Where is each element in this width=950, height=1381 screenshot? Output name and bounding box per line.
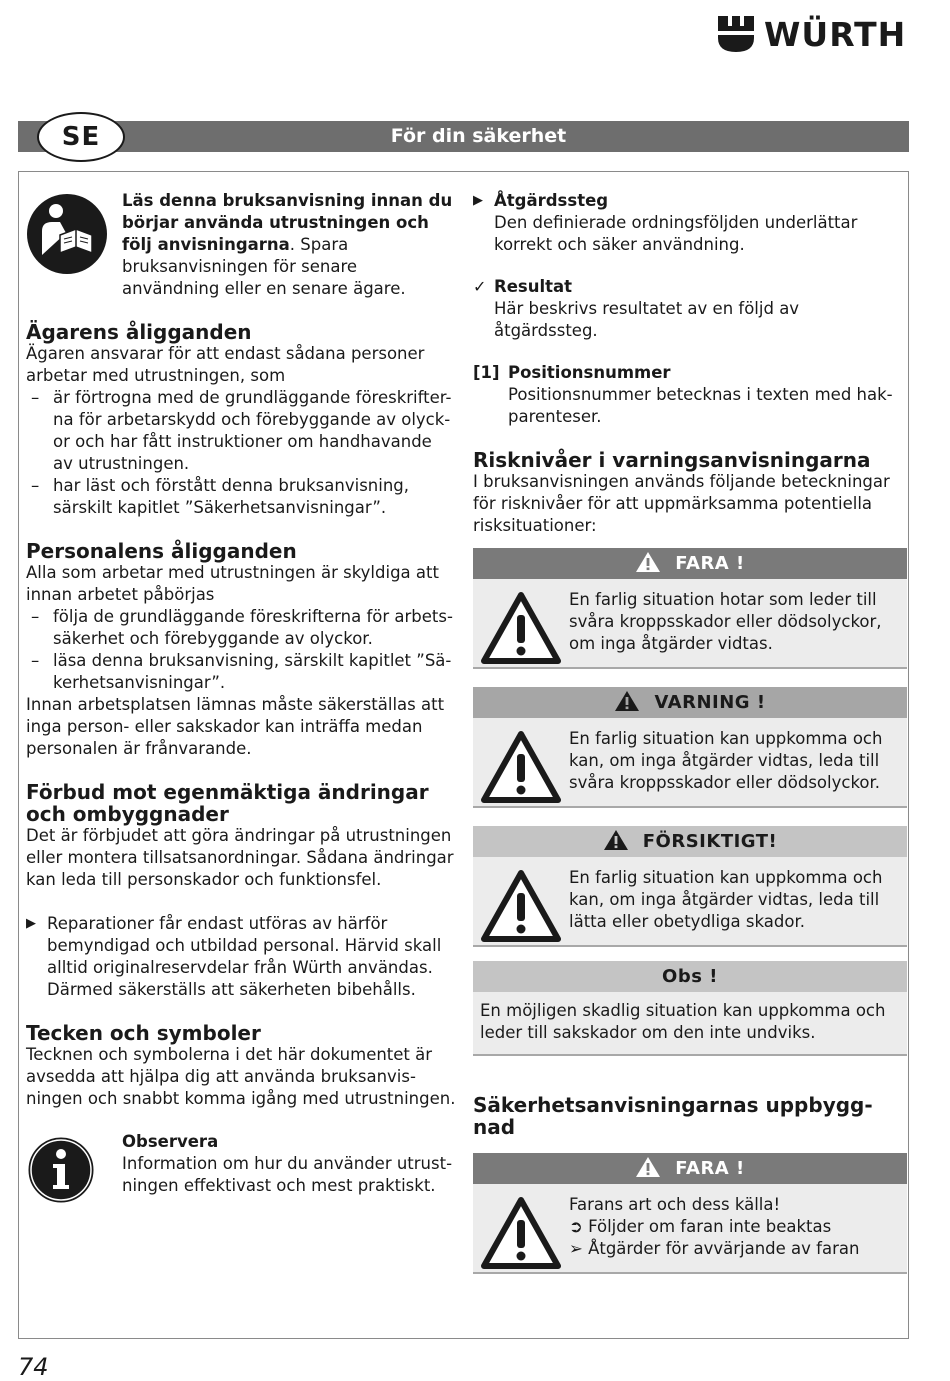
- list-item: – läsa denna bruksanvisning, särskilt kapitlet ”Sä-kerhetsanvisningar”.: [26, 650, 456, 694]
- caution-box: [473, 826, 907, 947]
- ban-heading: Förbud mot egenmäktiga ändringar och ombyggnader: [26, 780, 429, 826]
- info-icon: [26, 1135, 96, 1205]
- ban-section: [26, 781, 456, 1001]
- hazard-consequence: ➲ Följder om faran inte beaktas: [569, 1217, 832, 1236]
- danger-text: En farlig situation hotar som leder till svåra kroppsskador eller dödsolyckor, om inga åtgärder vidtas.: [569, 590, 882, 653]
- action-arrow-icon: ▶: [26, 916, 36, 931]
- result-title: Resultat: [494, 277, 573, 296]
- caution-body: [473, 857, 907, 945]
- hazard-source: Farans art och dess källa!: [569, 1195, 781, 1214]
- consequence-arrow-icon: ➲: [569, 1217, 589, 1236]
- note-title: Observera: [122, 1132, 219, 1151]
- danger-box: [473, 548, 907, 669]
- intro-block: [26, 190, 456, 300]
- notice-body: [473, 992, 907, 1054]
- page-number: 74: [18, 1353, 49, 1381]
- warning-triangle-icon: [635, 551, 661, 573]
- language-badge: SE: [37, 112, 125, 162]
- measures-arrow-icon: ➢: [569, 1239, 589, 1258]
- section-header: [18, 121, 909, 152]
- warning-triangle-icon: [480, 1196, 562, 1270]
- right-column: [473, 190, 907, 1274]
- warning-triangle-icon: [603, 829, 629, 851]
- signs-text: Tecknen och symbolerna i det här dokumentet är avsedda att hjälpa dig att använda bruksanvis-ningen och snabbt komma igång med utrustningen.: [26, 1045, 456, 1108]
- wurth-logo-icon: [716, 14, 756, 54]
- structure-example-box: [473, 1153, 907, 1274]
- left-column: [26, 190, 456, 1201]
- caution-header: FÖRSIKTIGT!: [473, 826, 907, 857]
- signs-section: [26, 1022, 456, 1201]
- section-title: För din säkerhet: [390, 125, 567, 147]
- hazard-measures: ➢ Åtgärder för avvärjande av faran: [569, 1239, 860, 1258]
- action-arrow-icon: ▶: [473, 193, 483, 208]
- owner-section: [26, 321, 456, 519]
- ban-text: Det är förbjudet att göra ändringar på utrustningen eller montera tillsatsanordningar. Sådana ändringar kan leda till personskador och funktionsfel.: [26, 826, 454, 889]
- position-tag: [1]: [473, 363, 500, 382]
- step-symbol-block: [473, 190, 907, 256]
- warning-triangle-icon: [480, 869, 562, 943]
- position-text: Positionsnummer betecknas i texten med hak-parenteser.: [508, 385, 893, 426]
- notice-header: Obs !: [473, 961, 907, 992]
- warning-triangle-icon: [614, 690, 640, 712]
- position-title: Positionsnummer: [508, 363, 671, 382]
- levels-text: I bruksanvisningen används följande beteckningar för risknivåer för att uppmärksamma potentiella risksituationer:: [473, 472, 890, 535]
- notice-text: En möjligen skadlig situation kan uppkomma och leder till sakskador om den inte undviks.: [480, 1001, 886, 1042]
- warning-triangle-icon: [635, 1156, 661, 1178]
- danger-header: FARA !: [473, 548, 907, 579]
- structure-example-header: FARA !: [473, 1153, 907, 1184]
- read-manual-icon: [26, 193, 108, 275]
- position-symbol-block: [473, 362, 907, 428]
- action-step: ▶ Reparationer får endast utföras av härför bemyndigad och utbildad personal. Härvid skall alltid originalreservdelar från Würth användas. Därmed säkerställs att säkerheten bibehålls.: [26, 914, 442, 999]
- step-title: Åtgärdssteg: [494, 191, 609, 210]
- note-text: Information om hur du använder utrust-ningen effektivast och mest praktiskt.: [122, 1154, 453, 1195]
- notice-box: [473, 961, 907, 1056]
- list-item: – följa de grundläggande föreskrifterna för arbets-säkerhet och förebyggande av olyckor.: [26, 606, 456, 650]
- structure-section: [473, 1094, 907, 1138]
- owner-heading: Ägarens åligganden: [26, 320, 252, 344]
- warning-triangle-icon: [480, 730, 562, 804]
- caution-text: En farlig situation kan uppkomma och kan, om inga åtgärder vidtas, leda till lätta eller obetydliga skador.: [569, 868, 883, 931]
- staff-heading: Personalens åligganden: [26, 539, 297, 563]
- staff-text: Alla som arbetar med utrustningen är skyldiga att innan arbetet påbörjas: [26, 563, 439, 604]
- warning-body: [473, 718, 907, 806]
- brand-name: WÜRTH: [764, 14, 907, 54]
- warning-triangle-icon: [480, 591, 562, 665]
- result-text: Här beskrivs resultatet av en följd av åtgärdssteg.: [494, 299, 800, 340]
- step-text: Den definierade ordningsföljden underlättar korrekt och säker användning.: [494, 213, 858, 254]
- check-icon: ✓: [473, 277, 487, 296]
- owner-text: Ägaren ansvarar för att endast sådana personer arbetar med utrustningen, som: [26, 344, 425, 385]
- levels-heading: Risknivåer i varningsanvisningarna: [473, 448, 871, 472]
- intro-text: Läs denna bruksanvisning innan du börjar använda utrustningen och följ anvisningarna. Spara bruksanvisningen för senare användning eller en senare ägare.: [122, 191, 453, 298]
- signs-heading: Tecken och symboler: [26, 1021, 261, 1045]
- structure-heading: Säkerhetsanvisningarnas uppbygg-nad: [473, 1093, 873, 1139]
- staff-after-text: Innan arbetsplatsen lämnas måste säkerställas att inga person- eller sakskador kan inträffa medan personalen är frånvarande.: [26, 695, 445, 758]
- levels-section: [473, 449, 907, 537]
- note-block: [26, 1131, 456, 1201]
- danger-body: [473, 579, 907, 667]
- result-symbol-block: [473, 276, 907, 342]
- warning-box: [473, 687, 907, 808]
- warning-text: En farlig situation kan uppkomma och kan, om inga åtgärder vidtas, leda till svåra kroppsskador eller dödsolyckor.: [569, 729, 883, 792]
- brand-logo: [716, 12, 911, 56]
- list-item: – har läst och förstått denna bruksanvisning, särskilt kapitlet ”Säkerhetsanvisningar”.: [26, 475, 456, 519]
- list-item: – är förtrogna med de grundläggande föreskrifter-na för arbetarskydd och förebyggande av olyck-or och har fått instruktioner om handhavande av utrustningen.: [26, 387, 456, 475]
- structure-example-body: [473, 1184, 907, 1272]
- staff-section: [26, 540, 456, 760]
- warning-header: VARNING !: [473, 687, 907, 718]
